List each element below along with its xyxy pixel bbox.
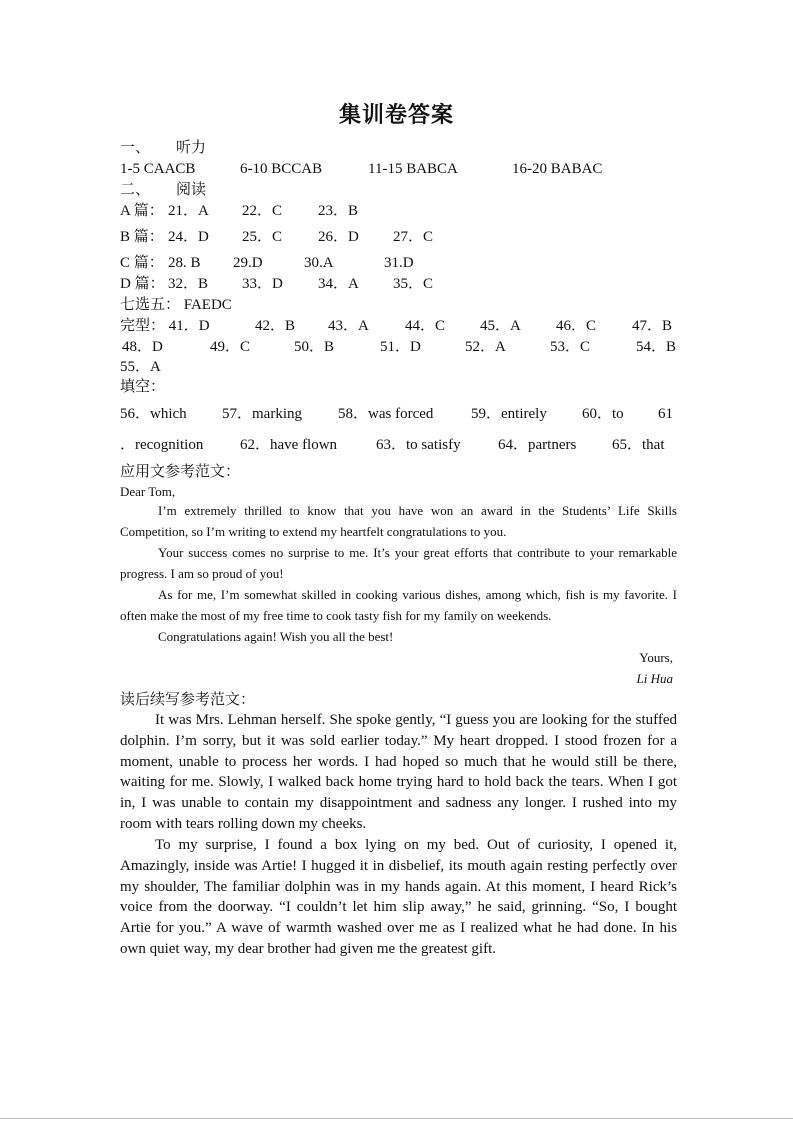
letter-paragraph: [120, 501, 677, 543]
continuation-section-header: 读后续写参考范文：: [120, 692, 256, 708]
reading-answer: 25．C: [242, 229, 283, 245]
seven-choose-five-answers: 七选五： FAEDC: [120, 297, 232, 313]
cloze-answer: 42．B: [255, 318, 296, 334]
fill-answer: 65．that: [612, 437, 665, 453]
continuation-paragraph-text: To my surprise, I found a box lying on my bed. Out of curiosity, I opened it, Amazingly, inside was Artie! I hugged it in disbelief, its mouth again resting perfectly over my shoulder, The familiar dolphin was in my hands again. At this moment, I heard Rick’s voice from the doorway. “I couldn’t let him slip away,” he said, grinning. “So, I bought Artie for you.” A wave of warmth washed over me as I realized what he had done. In his own quiet way, my dear brother had given me the greatest gift.: [120, 837, 677, 957]
letter-paragraph: [120, 543, 677, 585]
reading-c-label: C 篇：: [120, 255, 164, 271]
fill-answer: 59．entirely: [471, 406, 547, 422]
reading-answer: 26．D: [318, 229, 359, 245]
reading-answer: 27．C: [393, 229, 434, 245]
letter-paragraph-text: I’m extremely thrilled to know that you have won an award in the Students’ Life Skills Competition, so I’m writing to extend my heartfelt congratulations to you.: [120, 503, 677, 539]
listening-answer-group: 1-5 CAACB: [120, 161, 196, 177]
fill-answer: 62．have flown: [240, 437, 338, 453]
cloze-answer: 54．B: [636, 339, 677, 355]
cloze-answer: 46．C: [556, 318, 597, 334]
reading-answer: 33．D: [242, 276, 283, 292]
reading-answer: 21．A: [168, 203, 209, 219]
page-title: 集训卷答案: [338, 102, 454, 127]
reading-answer: 29.D: [233, 255, 263, 271]
reading-d-label: D 篇：: [120, 276, 165, 292]
letter-paragraph: [120, 585, 677, 627]
continuation-paragraph: [120, 835, 677, 960]
listening-answer-group: 6-10 BCCAB: [240, 161, 323, 177]
cloze-answer: 完型： 41．D: [120, 318, 210, 334]
letter-signature: Li Hua: [636, 671, 673, 686]
letter-section-header: 应用文参考范文：: [120, 464, 241, 480]
letter-greeting: Dear Tom,: [120, 484, 176, 499]
fill-answer: 57．marking: [222, 406, 302, 422]
reading-answer: 22．C: [242, 203, 283, 219]
listening-answer-group: 16-20 BABAC: [512, 161, 603, 177]
reading-answer: 35．C: [393, 276, 434, 292]
listening-answer-group: 11-15 BABCA: [368, 161, 458, 177]
fill-answer: 58．was forced: [338, 406, 434, 422]
cloze-answer: 45．A: [480, 318, 521, 334]
cloze-answer: 51．D: [380, 339, 421, 355]
fill-answer: 56．which: [120, 406, 187, 422]
continuation-paragraph-text: It was Mrs. Lehman herself. She spoke gently, “I guess you are looking for the stuffed dolphin. I’m sorry, but it was sold earlier today.” My heart dropped. I stood frozen for a moment, unable to process her words. I had hoped so much that he would still be there, waiting for me. Slowly, I walked back home trying hard to hold back the tears. When I got in, I was unable to contain my disappointment and sadness any longer. I rushed into my room with tears rolling down my cheeks.: [120, 712, 677, 832]
reading-answer: 34．A: [318, 276, 359, 292]
cloze-answer: 49．C: [210, 339, 251, 355]
letter-paragraph-text: As for me, I’m somewhat skilled in cooking various dishes, among which, fish is my favorite. I often make the most of my free time to cook tasty fish for my family on weekends.: [120, 587, 677, 623]
cloze-answer: 50．B: [294, 339, 335, 355]
listening-section-label: 听力: [176, 140, 207, 156]
reading-answer: 23．B: [318, 203, 359, 219]
reading-section-number: 二、: [120, 182, 151, 198]
fill-answer: 61: [658, 406, 673, 422]
cloze-answer: 43．A: [328, 318, 369, 334]
fill-answer: 64．partners: [498, 437, 577, 453]
letter-paragraph-text: Congratulations again! Wish you all the best!: [158, 629, 394, 644]
fill-answer: 63．to satisfy: [376, 437, 461, 453]
reading-a-label: A 篇：: [120, 203, 164, 219]
page-bottom-border: [0, 1118, 793, 1119]
letter-closing: Yours,: [639, 650, 673, 665]
listening-section-number: 一、: [120, 140, 151, 156]
fill-answer: ．recognition: [120, 437, 204, 453]
reading-answer: 30.A: [304, 255, 334, 271]
fill-blank-label: 填空：: [120, 379, 166, 395]
cloze-answer: 53．C: [550, 339, 591, 355]
reading-answer: 28. B: [168, 255, 201, 271]
reading-answer: 32．B: [168, 276, 209, 292]
cloze-answer: 48．D: [122, 339, 163, 355]
cloze-answer: 55．A: [120, 359, 161, 375]
reading-answer: 24．D: [168, 229, 209, 245]
fill-answer: 60．to: [582, 406, 624, 422]
cloze-answer: 44．C: [405, 318, 446, 334]
continuation-paragraph: [120, 710, 677, 835]
letter-paragraph: [120, 627, 677, 648]
cloze-answer: 52．A: [465, 339, 506, 355]
reading-b-label: B 篇：: [120, 229, 164, 245]
cloze-answer: 47．B: [632, 318, 673, 334]
reading-answer: 31.D: [384, 255, 414, 271]
letter-paragraph-text: Your success comes no surprise to me. It’s your great efforts that contribute to your remarkable progress. I am so proud of you!: [120, 545, 677, 581]
reading-section-label: 阅读: [176, 182, 207, 198]
